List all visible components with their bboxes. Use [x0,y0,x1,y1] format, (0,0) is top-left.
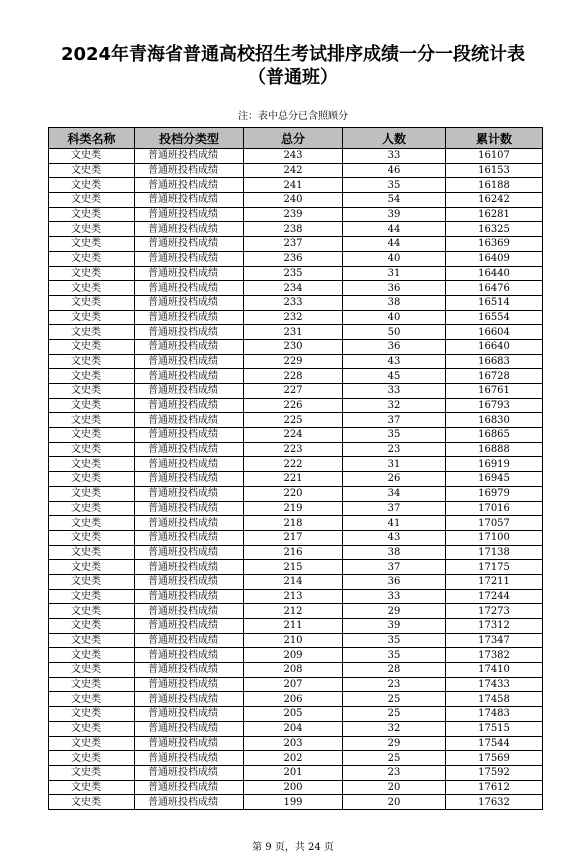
category-cell: 文史类 [49,457,135,472]
score-type-cell: 普通班投档成绩 [135,295,244,310]
total-score-cell: 226 [244,398,343,413]
count-cell: 45 [343,369,446,384]
table-row [49,339,543,354]
cumulative-cell: 17483 [446,707,543,722]
table-row [49,648,543,663]
cumulative-cell: 16153 [446,163,543,178]
cumulative-cell: 17515 [446,721,543,736]
category-cell: 文史类 [49,149,135,164]
score-type-cell: 普通班投档成绩 [135,310,244,325]
score-type-cell: 普通班投档成绩 [135,795,244,810]
count-cell: 25 [343,751,446,766]
count-cell: 36 [343,574,446,589]
count-cell: 43 [343,354,446,369]
column-header: 人数 [343,128,446,149]
page-title: 2024年青海省普通高校招生考试排序成绩一分一段统计表 [60,44,526,65]
column-header: 总分 [244,128,343,149]
table-row [49,663,543,678]
category-cell: 文史类 [49,589,135,604]
total-score-cell: 207 [244,677,343,692]
cumulative-cell: 17612 [446,780,543,795]
table-row [49,207,543,222]
total-score-cell: 211 [244,619,343,634]
category-cell: 文史类 [49,428,135,443]
total-score-cell: 229 [244,354,343,369]
category-cell: 文史类 [49,384,135,399]
column-header: 投档分类型 [135,128,244,149]
category-cell: 文史类 [49,692,135,707]
table-row [49,589,543,604]
total-score-cell: 202 [244,751,343,766]
category-cell: 文史类 [49,178,135,193]
table-row [49,457,543,472]
page-subtitle: （普通班） [248,67,338,88]
cumulative-cell: 16188 [446,178,543,193]
table-row [49,163,543,178]
cumulative-cell: 17569 [446,751,543,766]
table-row [49,692,543,707]
total-score-cell: 206 [244,692,343,707]
category-cell: 文史类 [49,207,135,222]
total-score-cell: 238 [244,222,343,237]
cumulative-cell: 16865 [446,428,543,443]
cumulative-cell: 16683 [446,354,543,369]
score-type-cell: 普通班投档成绩 [135,251,244,266]
count-cell: 54 [343,193,446,208]
score-type-cell: 普通班投档成绩 [135,163,244,178]
total-score-cell: 240 [244,193,343,208]
table-row [49,751,543,766]
cumulative-cell: 16409 [446,251,543,266]
cumulative-cell: 16325 [446,222,543,237]
total-score-cell: 228 [244,369,343,384]
count-cell: 41 [343,516,446,531]
score-type-cell: 普通班投档成绩 [135,545,244,560]
total-score-cell: 243 [244,149,343,164]
table-row [49,266,543,281]
category-cell: 文史类 [49,193,135,208]
cumulative-cell: 17347 [446,633,543,648]
category-cell: 文史类 [49,354,135,369]
total-score-cell: 199 [244,795,343,810]
total-score-cell: 230 [244,339,343,354]
score-type-cell: 普通班投档成绩 [135,149,244,164]
count-cell: 20 [343,780,446,795]
cumulative-cell: 16761 [446,384,543,399]
table-row [49,369,543,384]
cumulative-cell: 17273 [446,604,543,619]
score-type-cell: 普通班投档成绩 [135,398,244,413]
table-row [49,721,543,736]
count-cell: 40 [343,251,446,266]
total-score-cell: 219 [244,501,343,516]
table-header-row [49,128,543,149]
table-row [49,281,543,296]
total-score-cell: 239 [244,207,343,222]
table-row [49,604,543,619]
total-score-cell: 232 [244,310,343,325]
table-row [49,384,543,399]
score-type-cell: 普通班投档成绩 [135,237,244,252]
count-cell: 29 [343,736,446,751]
total-score-cell: 222 [244,457,343,472]
category-cell: 文史类 [49,222,135,237]
count-cell: 44 [343,237,446,252]
table-row [49,560,543,575]
total-score-cell: 234 [244,281,343,296]
category-cell: 文史类 [49,413,135,428]
category-cell: 文史类 [49,339,135,354]
score-type-cell: 普通班投档成绩 [135,780,244,795]
score-type-cell: 普通班投档成绩 [135,207,244,222]
category-cell: 文史类 [49,398,135,413]
total-score-cell: 231 [244,325,343,340]
score-type-cell: 普通班投档成绩 [135,222,244,237]
table-row [49,530,543,545]
count-cell: 38 [343,545,446,560]
score-type-cell: 普通班投档成绩 [135,707,244,722]
table-body [49,149,543,810]
category-cell: 文史类 [49,163,135,178]
table-row [49,619,543,634]
category-cell: 文史类 [49,369,135,384]
count-cell: 33 [343,384,446,399]
category-cell: 文史类 [49,663,135,678]
table-row [49,237,543,252]
table-row [49,442,543,457]
count-cell: 33 [343,589,446,604]
count-cell: 35 [343,633,446,648]
table-row [49,486,543,501]
total-score-cell: 208 [244,663,343,678]
cumulative-cell: 17382 [446,648,543,663]
category-cell: 文史类 [49,795,135,810]
count-cell: 50 [343,325,446,340]
score-type-cell: 普通班投档成绩 [135,589,244,604]
table-row [49,428,543,443]
table-row [49,149,543,164]
cumulative-cell: 17244 [446,589,543,604]
total-score-cell: 242 [244,163,343,178]
count-cell: 38 [343,295,446,310]
score-type-cell: 普通班投档成绩 [135,457,244,472]
score-type-cell: 普通班投档成绩 [135,281,244,296]
table-row [49,765,543,780]
table-row [49,574,543,589]
table-row [49,222,543,237]
count-cell: 33 [343,149,446,164]
count-cell: 36 [343,339,446,354]
table-row [49,780,543,795]
category-cell: 文史类 [49,251,135,266]
category-cell: 文史类 [49,677,135,692]
score-type-cell: 普通班投档成绩 [135,560,244,575]
category-cell: 文史类 [49,707,135,722]
count-cell: 23 [343,765,446,780]
total-score-cell: 212 [244,604,343,619]
cumulative-cell: 16793 [446,398,543,413]
score-type-cell: 普通班投档成绩 [135,486,244,501]
count-cell: 25 [343,692,446,707]
count-cell: 32 [343,398,446,413]
cumulative-cell: 16514 [446,295,543,310]
category-cell: 文史类 [49,765,135,780]
table-row [49,251,543,266]
category-cell: 文史类 [49,619,135,634]
cumulative-cell: 17057 [446,516,543,531]
table-row [49,193,543,208]
count-cell: 39 [343,207,446,222]
total-score-cell: 201 [244,765,343,780]
count-cell: 32 [343,721,446,736]
count-cell: 20 [343,795,446,810]
cumulative-cell: 17100 [446,530,543,545]
count-cell: 35 [343,428,446,443]
table-row [49,795,543,810]
cumulative-cell: 17175 [446,560,543,575]
table-row [49,501,543,516]
cumulative-cell: 17016 [446,501,543,516]
count-cell: 29 [343,604,446,619]
score-type-cell: 普通班投档成绩 [135,765,244,780]
category-cell: 文史类 [49,442,135,457]
count-cell: 28 [343,663,446,678]
cumulative-cell: 17433 [446,677,543,692]
category-cell: 文史类 [49,295,135,310]
table-row [49,677,543,692]
total-score-cell: 205 [244,707,343,722]
count-cell: 40 [343,310,446,325]
total-score-cell: 215 [244,560,343,575]
cumulative-cell: 16919 [446,457,543,472]
category-cell: 文史类 [49,472,135,487]
table-row [49,295,543,310]
score-type-cell: 普通班投档成绩 [135,325,244,340]
total-score-cell: 203 [244,736,343,751]
total-score-cell: 216 [244,545,343,560]
score-type-cell: 普通班投档成绩 [135,633,244,648]
score-type-cell: 普通班投档成绩 [135,619,244,634]
cumulative-cell: 17410 [446,663,543,678]
category-cell: 文史类 [49,560,135,575]
cumulative-cell: 16554 [446,310,543,325]
score-type-cell: 普通班投档成绩 [135,193,244,208]
table-row [49,545,543,560]
total-score-cell: 220 [244,486,343,501]
score-type-cell: 普通班投档成绩 [135,369,244,384]
count-cell: 31 [343,266,446,281]
category-cell: 文史类 [49,736,135,751]
table-row [49,310,543,325]
score-type-cell: 普通班投档成绩 [135,428,244,443]
table-row [49,516,543,531]
total-score-cell: 204 [244,721,343,736]
category-cell: 文史类 [49,237,135,252]
total-score-cell: 235 [244,266,343,281]
cumulative-cell: 16640 [446,339,543,354]
table-row [49,178,543,193]
cumulative-cell: 16440 [446,266,543,281]
score-type-cell: 普通班投档成绩 [135,516,244,531]
count-cell: 44 [343,222,446,237]
count-cell: 26 [343,472,446,487]
cumulative-cell: 17632 [446,795,543,810]
category-cell: 文史类 [49,574,135,589]
total-score-cell: 213 [244,589,343,604]
total-score-cell: 236 [244,251,343,266]
score-type-cell: 普通班投档成绩 [135,736,244,751]
count-cell: 43 [343,530,446,545]
score-type-cell: 普通班投档成绩 [135,472,244,487]
column-header: 科类名称 [49,128,135,149]
cumulative-cell: 17211 [446,574,543,589]
total-score-cell: 237 [244,237,343,252]
count-cell: 34 [343,486,446,501]
table-row [49,413,543,428]
score-type-cell: 普通班投档成绩 [135,501,244,516]
category-cell: 文史类 [49,486,135,501]
category-cell: 文史类 [49,545,135,560]
total-score-cell: 214 [244,574,343,589]
category-cell: 文史类 [49,501,135,516]
cumulative-cell: 16945 [446,472,543,487]
total-score-cell: 209 [244,648,343,663]
cumulative-cell: 16979 [446,486,543,501]
category-cell: 文史类 [49,721,135,736]
category-cell: 文史类 [49,530,135,545]
count-cell: 37 [343,501,446,516]
table-row [49,398,543,413]
count-cell: 23 [343,677,446,692]
total-score-cell: 241 [244,178,343,193]
category-cell: 文史类 [49,604,135,619]
cumulative-cell: 16369 [446,237,543,252]
count-cell: 39 [343,619,446,634]
score-type-cell: 普通班投档成绩 [135,413,244,428]
score-type-cell: 普通班投档成绩 [135,604,244,619]
table-note: 注：表中总分已含照顾分 [238,111,348,122]
cumulative-cell: 16830 [446,413,543,428]
score-type-cell: 普通班投档成绩 [135,663,244,678]
cumulative-cell: 16107 [446,149,543,164]
score-type-cell: 普通班投档成绩 [135,178,244,193]
total-score-cell: 221 [244,472,343,487]
table-row [49,707,543,722]
count-cell: 23 [343,442,446,457]
score-type-cell: 普通班投档成绩 [135,648,244,663]
score-type-cell: 普通班投档成绩 [135,677,244,692]
cumulative-cell: 17138 [446,545,543,560]
category-cell: 文史类 [49,780,135,795]
score-type-cell: 普通班投档成绩 [135,574,244,589]
score-type-cell: 普通班投档成绩 [135,339,244,354]
table-row [49,354,543,369]
score-type-cell: 普通班投档成绩 [135,530,244,545]
total-score-cell: 225 [244,413,343,428]
category-cell: 文史类 [49,516,135,531]
score-type-cell: 普通班投档成绩 [135,751,244,766]
total-score-cell: 223 [244,442,343,457]
total-score-cell: 217 [244,530,343,545]
table-row [49,736,543,751]
total-score-cell: 200 [244,780,343,795]
cumulative-cell: 16888 [446,442,543,457]
total-score-cell: 233 [244,295,343,310]
category-cell: 文史类 [49,325,135,340]
table-row [49,325,543,340]
count-cell: 35 [343,178,446,193]
count-cell: 25 [343,707,446,722]
score-table [48,127,543,810]
cumulative-cell: 16476 [446,281,543,296]
category-cell: 文史类 [49,633,135,648]
score-type-cell: 普通班投档成绩 [135,721,244,736]
cumulative-cell: 17458 [446,692,543,707]
score-type-cell: 普通班投档成绩 [135,354,244,369]
count-cell: 31 [343,457,446,472]
count-cell: 36 [343,281,446,296]
column-header: 累计数 [446,128,543,149]
page-number: 第 9 页，共 24 页 [252,842,334,853]
count-cell: 37 [343,560,446,575]
category-cell: 文史类 [49,648,135,663]
total-score-cell: 227 [244,384,343,399]
total-score-cell: 210 [244,633,343,648]
score-type-cell: 普通班投档成绩 [135,692,244,707]
cumulative-cell: 17544 [446,736,543,751]
category-cell: 文史类 [49,751,135,766]
cumulative-cell: 17592 [446,765,543,780]
table-row [49,633,543,648]
cumulative-cell: 17312 [446,619,543,634]
count-cell: 35 [343,648,446,663]
total-score-cell: 218 [244,516,343,531]
count-cell: 46 [343,163,446,178]
cumulative-cell: 16281 [446,207,543,222]
total-score-cell: 224 [244,428,343,443]
cumulative-cell: 16728 [446,369,543,384]
score-type-cell: 普通班投档成绩 [135,266,244,281]
cumulative-cell: 16604 [446,325,543,340]
score-type-cell: 普通班投档成绩 [135,384,244,399]
score-type-cell: 普通班投档成绩 [135,442,244,457]
count-cell: 37 [343,413,446,428]
table-row [49,472,543,487]
category-cell: 文史类 [49,281,135,296]
category-cell: 文史类 [49,266,135,281]
cumulative-cell: 16242 [446,193,543,208]
category-cell: 文史类 [49,310,135,325]
